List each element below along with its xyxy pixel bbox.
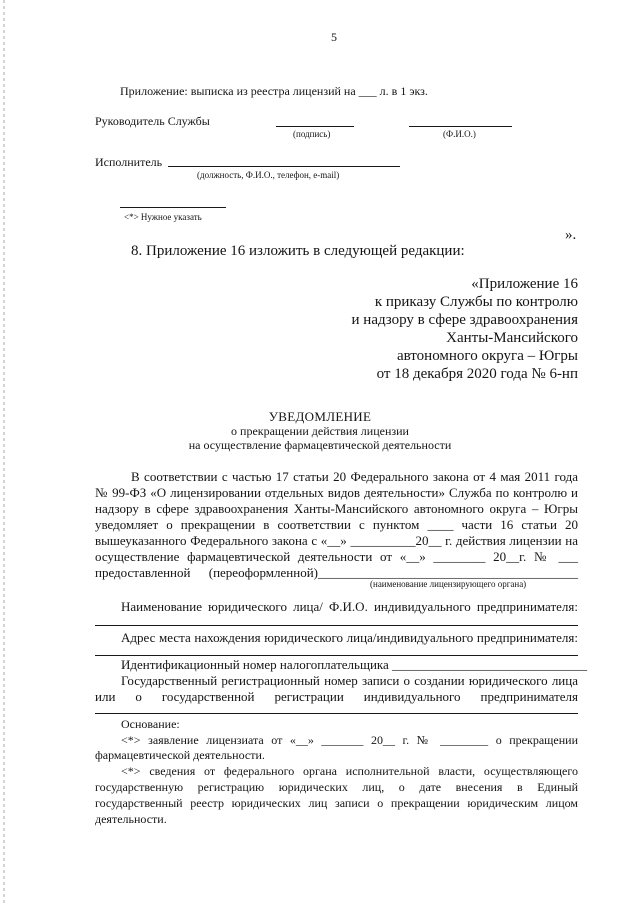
head-of-service-label: Руководитель Службы [95, 114, 210, 128]
scan-edge-artifact [3, 0, 5, 905]
basis-item: <*> заявление лицензиата от «__» _______ 20__ г. № ________ о прекращении [121, 733, 578, 747]
body-line: В соответствии с частью 17 статьи 20 Федерального закона от 4 мая 2011 года [131, 469, 578, 484]
closing-quote: ». [565, 227, 577, 243]
basis-item: государственную регистрацию юридических лиц, о дате внесения в Единый [95, 780, 578, 794]
appendix-header-line: Ханты-Мансийского [446, 330, 578, 346]
appendix-header-line: от 18 декабря 2020 года № 6-нп [376, 366, 578, 382]
footnote-separator [120, 207, 226, 208]
appendix-header-line: и надзору в сфере здравоохранения [351, 312, 578, 328]
fio-caption: (Ф.И.О.) [443, 129, 476, 139]
legal-entity-line [95, 625, 578, 626]
body-line: уведомляет о прекращении в соответствии с пунктом ____ части 16 статьи 20 [95, 517, 578, 532]
body-line: № 99-ФЗ «О лицензировании отдельных видов деятельности» Служба по контролю и [95, 485, 578, 500]
appendix-header-line: «Приложение 16 [471, 276, 578, 292]
signature-line [276, 126, 354, 127]
executor-line [168, 166, 400, 167]
legal-entity-label: Наименование юридического лица/ Ф.И.О. индивидуального предпринимателя: [121, 599, 578, 614]
notice-subtitle: на осуществление фармацевтической деятельности [188, 438, 452, 452]
signature-caption: (подпись) [293, 129, 331, 139]
notice-title: УВЕДОМЛЕНИЕ [268, 409, 372, 424]
basis-item: деятельности. [95, 812, 167, 826]
body-line: предоставленной (переоформленной)________________________________________ [95, 565, 578, 580]
page-number: 5 [331, 30, 337, 44]
ogrn-value-line [95, 713, 578, 714]
attachment-line: Приложение: выписка из реестра лицензий на ___ л. в 1 экз. [120, 84, 428, 98]
appendix-header-line: к приказу Службы по контролю [374, 294, 578, 310]
executor-label: Исполнитель [95, 155, 163, 169]
basis-item: фармацевтической деятельности. [95, 748, 265, 762]
item-8-heading: 8. Приложение 16 изложить в следующей редакции: [131, 243, 465, 259]
inn-label: Идентификационный номер налогоплательщика ______________________________ [121, 657, 588, 672]
fio-line [409, 126, 512, 127]
basis-label: Основание: [121, 717, 180, 731]
body-line: вышеуказанного Федерального закона с «__» __________20__ г. действия лицензии на [95, 533, 578, 548]
licensing-authority-caption: (наименование лицензирующего органа) [370, 579, 527, 589]
basis-item: <*> сведения от федерального органа исполнительной власти, осуществляющего [121, 764, 578, 778]
notice-subtitle: о прекращении действия лицензии [231, 424, 409, 438]
ogrn-line: Государственный регистрационный номер записи о создании юридического лица [121, 673, 578, 688]
body-line: надзору в сфере здравоохранения Ханты-Мансийского автономного округа – Югры [95, 501, 578, 516]
address-line [95, 655, 578, 656]
body-line: осуществление фармацевтической деятельности от «__» ________ 20__г. № ___ [95, 549, 578, 564]
executor-caption: (должность, Ф.И.О., телефон, e-mail) [197, 170, 340, 180]
address-label: Адрес места нахождения юридического лица/индивидуального предпринимателя: [121, 630, 578, 645]
appendix-header-line: автономного округа – Югры [396, 348, 578, 364]
basis-item: государственный реестр юридических лиц записи о прекращении юридическим лицом [95, 796, 578, 810]
ogrn-line: или о государственной регистрации индивидуального предпринимателя [95, 689, 578, 704]
footnote-text: <*> Нужное указать [124, 212, 202, 222]
